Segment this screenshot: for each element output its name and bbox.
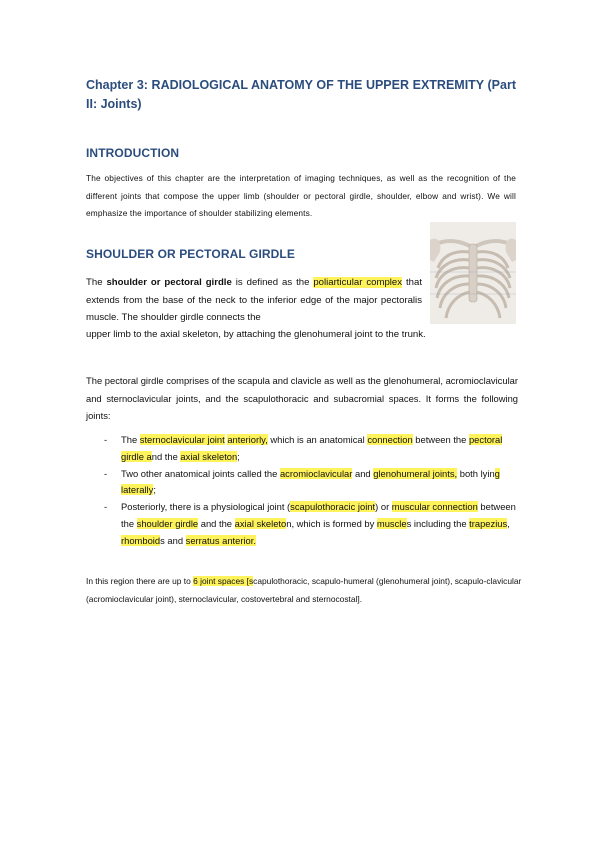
list-dash: -	[104, 434, 108, 445]
list-text: Two other anatomical joints called the	[121, 467, 280, 479]
shoulder-heading: SHOULDER OR PECTORAL GIRDLE	[86, 247, 295, 261]
paragraph-text: In this region there are up to	[86, 576, 194, 586]
highlighted-text: sternoclavicular joint	[139, 434, 225, 445]
highlighted-text: rhomboid	[121, 534, 161, 546]
list-text: n, which is formed by	[286, 517, 377, 529]
highlighted-text: trapezius	[469, 517, 508, 529]
list-text: and	[352, 467, 374, 479]
chapter-title: Chapter 3: RADIOLOGICAL ANATOMY OF THE UPPER EXTREMITY (Part II: Joints)	[86, 78, 516, 111]
list-text: s and	[160, 534, 186, 546]
list-dash: -	[104, 501, 108, 513]
joint-spaces-paragraph	[86, 573, 526, 608]
definition-text: The	[86, 277, 107, 288]
highlighted-text: axial skeleton	[180, 450, 238, 462]
list-dash: -	[104, 467, 108, 479]
ribcage-icon	[430, 222, 516, 324]
list-text: ;	[153, 484, 156, 496]
list-text: Posteriorly, there is a physiological joint (	[121, 501, 291, 513]
highlighted-text: shoulder girdle	[136, 517, 199, 529]
introduction-heading: INTRODUCTION	[86, 146, 180, 160]
introduction-paragraph: The objectives of this chapter are the interpretation of imaging techniques, as well as the recognition of the different joints that compose the upper limb (shoulder or pectoral girdle, shoulder, elbow and wrist). We will emphasize the importance of shoulder stabilizing elements.	[86, 173, 516, 218]
highlighted-text: scapulothoracic joint	[290, 501, 376, 513]
definition-paragraph	[86, 274, 422, 327]
thorax-skeleton-illustration	[430, 222, 516, 324]
list-text: s including the	[406, 517, 470, 529]
highlighted-text: glenohumeral joints,	[373, 467, 458, 479]
definition-text: is defined as the	[231, 277, 314, 288]
definition-text: that extends from the base of the neck to the inferior edge of the major pectoralis muscle. The shoulder girdle connects the	[86, 277, 422, 323]
list-text: nd the	[151, 450, 181, 462]
highlighted-text: pectoral girdle a	[121, 434, 503, 462]
highlighted-text: connection	[367, 434, 413, 445]
list-text: ) or	[375, 501, 392, 513]
list-text: between the	[121, 501, 516, 529]
list-text: which is an anatomical	[267, 434, 368, 445]
highlighted-text: anteriorly,	[227, 434, 268, 445]
definition-term: shoulder or pectoral girdle	[106, 277, 232, 288]
list-item	[104, 466, 524, 500]
paragraph-text: capulothoracic, scapulo-humeral (glenohumeral joint), scapulo-clavicular (acromioclavicular joint), sternoclavicular, costovertebral and sternocostal].	[86, 576, 522, 604]
joints-list	[104, 432, 524, 550]
highlighted-text: g laterally	[121, 467, 500, 496]
definition-tail: upper limb to the axial skeleton, by attaching the glenohumeral joint to the trunk.	[86, 329, 426, 340]
list-text: The	[121, 434, 140, 445]
list-text: between the	[412, 434, 469, 445]
list-text: and the	[198, 517, 235, 529]
composition-paragraph: The pectoral girdle comprises of the scapula and clavicle as well as the glenohumeral, acromioclavicular and sternoclavicular joints, and the scapulothoracic and subacromial spaces. It forms the following joints:	[86, 375, 518, 421]
list-text: both lyin	[457, 467, 495, 479]
list-text: ;	[237, 450, 240, 462]
highlighted-text: muscle	[376, 517, 407, 529]
highlighted-text: 6 joint spaces [s	[193, 576, 254, 586]
highlighted-text: serratus anterior.	[185, 534, 256, 546]
list-item	[104, 499, 524, 549]
highlighted-text: axial skeleto	[234, 517, 287, 529]
list-text: ,	[507, 517, 510, 529]
highlighted-text: poliarticular complex	[313, 277, 403, 288]
highlighted-text: acromioclavicular	[279, 467, 353, 479]
list-item	[104, 432, 524, 466]
highlighted-text: muscular connection	[391, 501, 478, 513]
